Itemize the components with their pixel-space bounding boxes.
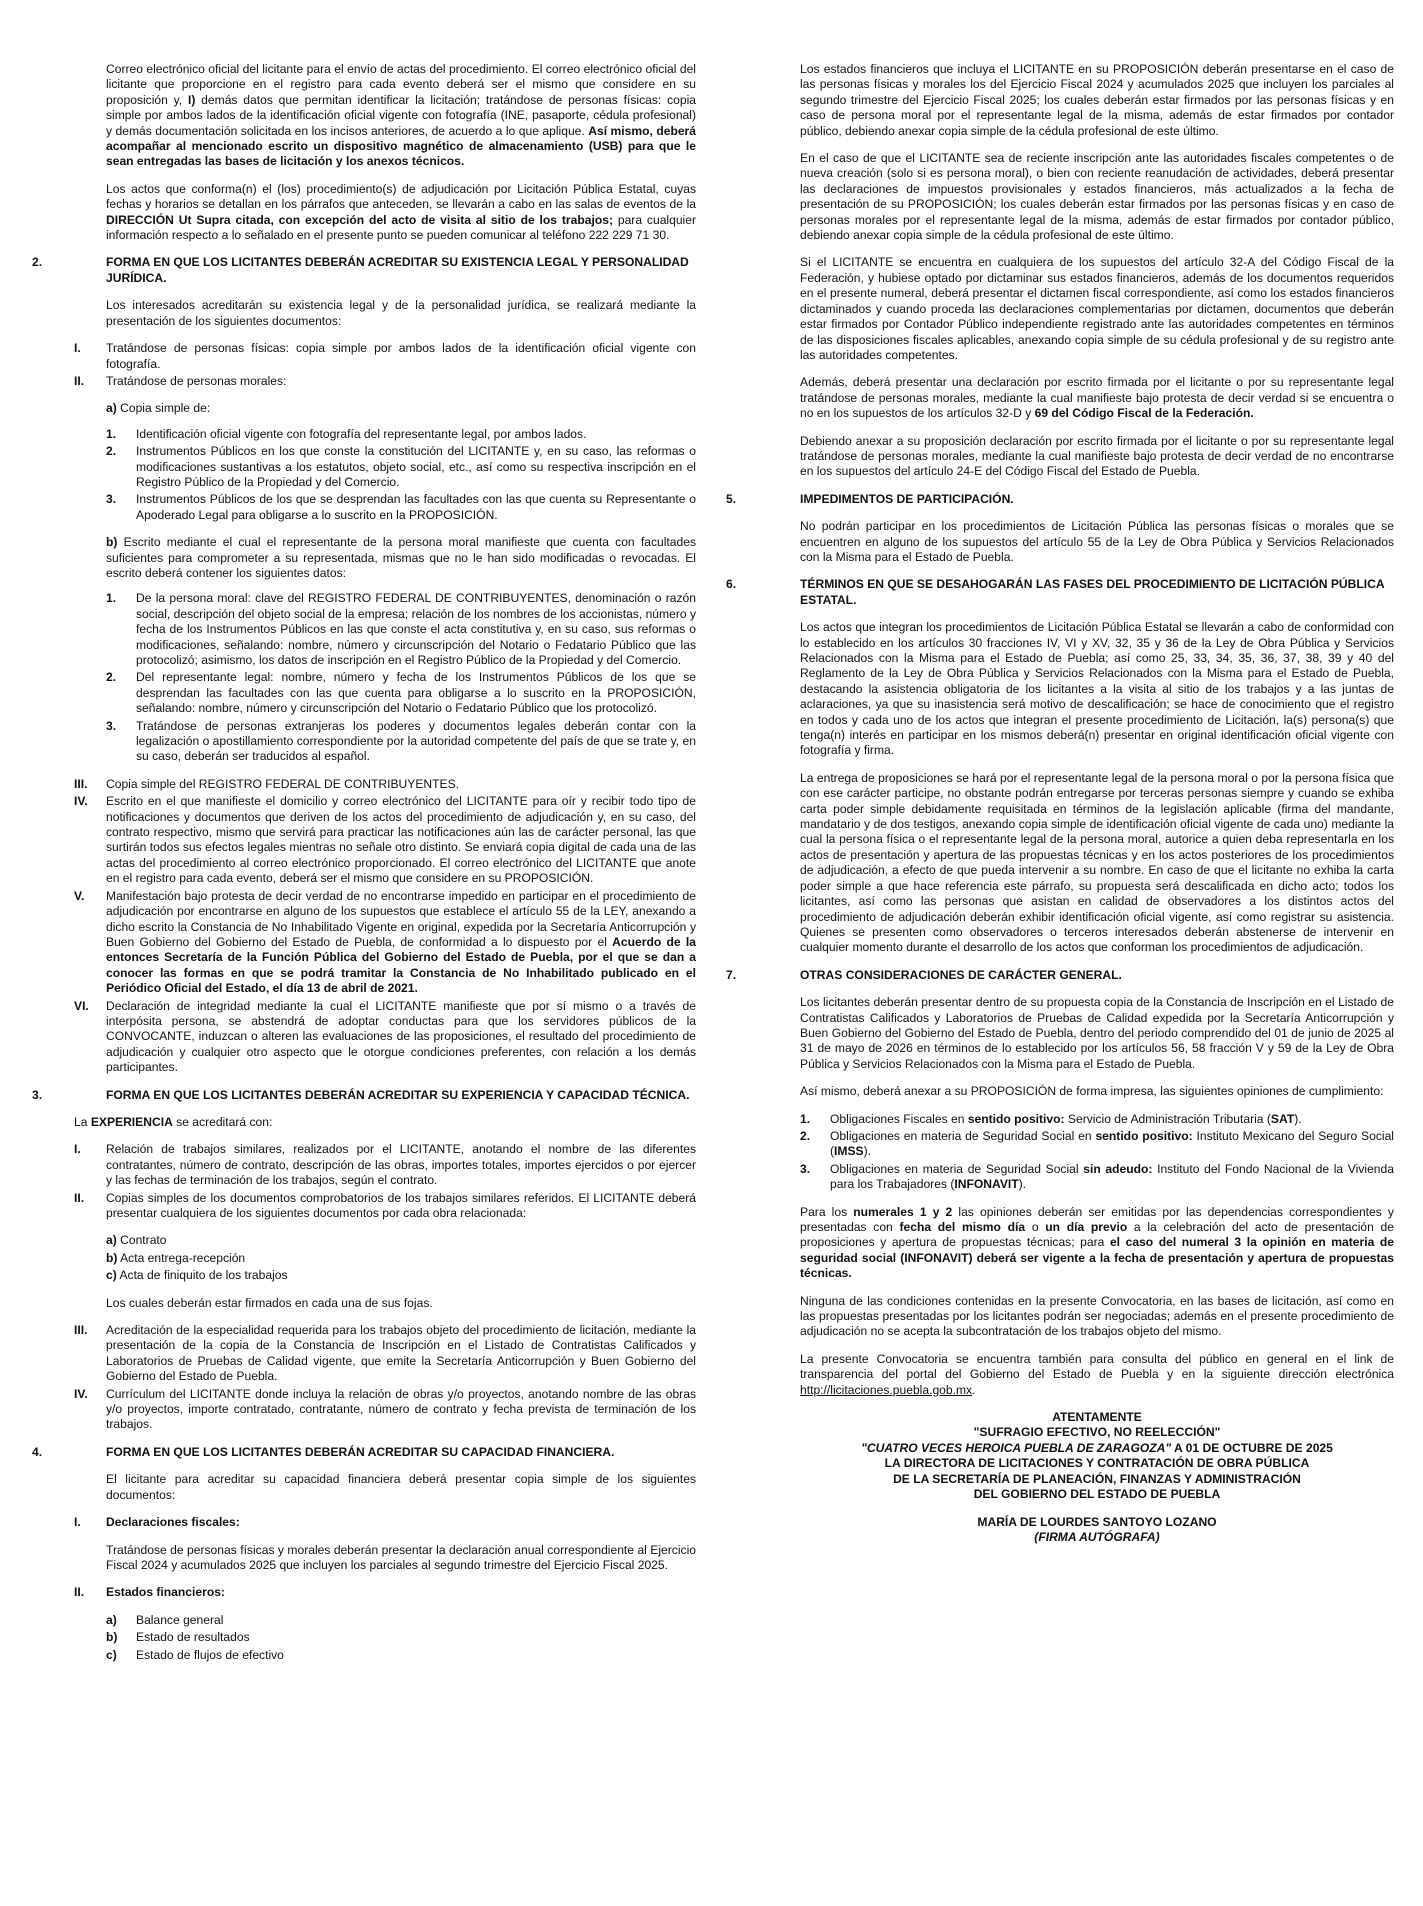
right-column: [726, 62, 1394, 1545]
section-7-paragraph-3: Para los numerales 1 y 2 las opiniones deberán ser emitidas por las dependencias correspondientes y presentadas con fecha del mismo día o un día previo a la celebración del acto de presentación de proposiciones y apertura de propuestas técnicas; para el caso del numeral 3 la opinión en materia de seguridad social (INFONAVIT) deberá ser vigente a la fecha de presentación y apertura de propuestas técnicas.: [800, 1204, 1394, 1281]
section-2-item-i: I. Tratándose de personas físicas: copia simple por ambos lados de la identificación oficial vigente con fotografía.: [74, 341, 696, 371]
section-3-item-iv: IV. Currículum del LICITANTE donde incluya la relación de obras y/o proyectos, anotando nombre de las obras y/o proyectos, importe contratado, contratante, número de contrato y fecha prevista de terminación de los trabajos.: [74, 1386, 696, 1432]
signatory-name: MARÍA DE LOURDES SANTOYO LOZANO: [977, 1514, 1217, 1529]
financial-statements-paragraph: Los estados financieros que incluya el LICITANTE en su PROPOSICIÓN deberán presentarse en el caso de las personas físicas y morales los del Ejercicio Fiscal 2024 y acumulados 2025 que incluyen los parciales al segundo trimestre del Ejercicio Fiscal 2025; los cuales deberán estar firmados por las personas físicas y en caso de persona moral por el representante legal de la misma, además de estar firmados por contador público, debiendo anexar copia simple de la cédula profesional de este último.: [800, 62, 1394, 138]
section-7-paragraph-1: Los licitantes deberán presentar dentro de su propuesta copia de la Constancia de Inscripción en el Listado de Contratistas Calificados y Laboratorios de Pruebas de Calidad expedida por la Secretaría Anticorrupción y Buen Gobierno del Gobierno del Estado de Puebla, dentro del periodo comprendido del 01 de junio de 2025 al 31 de mayo de 2026 en términos de lo establecido por los artículos 56, 58 fracción V y 59 de la Ley de Obra Pública y Servicios Relacionados con la Misma para el Estado de Puebla.: [800, 995, 1394, 1071]
opinion-item-1: 1. Obligaciones Fiscales en sentido positivo: Servicio de Administración Tributaria (SAT).: [800, 1111, 1302, 1126]
section-3-item-iii: III. Acreditación de la especialidad requerida para los trabajos objeto del procedimiento de licitación, mediante la presentación de la copia de la Constancia de Inscripción en el Listado de Contratistas Calificados y Laboratorios de Pruebas de Calidad vigente, que emite la Secretaría Anticorrupción y Buen Gobierno del Gobierno del Estado de Puebla.: [74, 1323, 696, 1384]
section-2-a-item-2: 2. Instrumentos Públicos en los que conste la constitución del LICITANTE y, en su caso, las reformas o modificaciones sustantivas a los estatutos, objeto social, etc., así como su respectiva inscripción en el Registro Público de la Propiedad y del Comercio.: [106, 444, 696, 489]
section-2-item-iv: IV. Escrito en el que manifieste el domicilio y correo electrónico del LICITANTE para oír y recibir todo tipo de notificaciones y documentos que deriven de los actos del procedimiento de adjudicación y, en su caso, del contrato respectivo, mismo que servirá para practicar las notificaciones aún las de carácter personal, las que surtirán todos sus efectos legales mientras no señale otro distinto. Se enviará copia digital de cada una de las actas del procedimiento al correo electrónico proporcionado. El correo electrónico del LICITANTE que anote en el registro para cada evento, deberá ser el mismo que considere en su PROPOSICIÓN.: [74, 794, 696, 886]
section-2-item-vi: VI. Declaración de integridad mediante la cual el LICITANTE manifieste que por sí mismo o a través de interpósita persona, se abstendrá de adoptar conductas para que los servidores públicos de la CONVOCANTE, induzcan o alteren las evaluaciones de las proposiciones, el resultado del procedimiento de adjudicación y cualquier otro aspecto que le otorgue condiciones preferentes, con relación a los demás participantes.: [74, 998, 696, 1075]
section-6-heading: 6. TÉRMINOS EN QUE SE DESAHOGARÁN LAS FASES DEL PROCEDIMIENTO DE LICITACIÓN PÚBLICA ESTATAL.: [726, 577, 1385, 607]
licitaciones-link[interactable]: http://licitaciones.puebla.gob.mx: [800, 1382, 973, 1397]
section-4-heading: 4. FORMA EN QUE LOS LICITANTES DEBERÁN ACREDITAR SU CAPACIDAD FINANCIERA.: [32, 1444, 615, 1459]
section-3-doc-a: a) Contrato: [106, 1233, 167, 1248]
section-4-paragraph: El licitante para acreditar su capacidad financiera deberá presentar copia simple de los siguientes documentos:: [106, 1472, 696, 1502]
section-2-heading: 2. FORMA EN QUE LOS LICITANTES DEBERÁN ACREDITAR SU EXISTENCIA LEGAL Y PERSONALIDAD JURÍDICA.: [32, 255, 689, 285]
section-2-b-item-3: 3. Tratándose de personas extranjeras los poderes y documentos legales deberán contar con la legalización o apostillamiento correspondiente por la autoridad competente del país de que se trate y, en su caso, deberán ser traducidos al español.: [106, 718, 696, 764]
section-2-item-ii: II. Tratándose de personas morales:: [74, 373, 287, 388]
intro-paragraph-2: Los actos que conforma(n) el (los) procedimiento(s) de adjudicación por Licitación Pública Estatal, cuyas fechas y horarios se detallan en los párrafos que anteceden, se llevarán a cabo en las salas de eventos de la DIRECCIÓN Ut Supra citada, con excepción del acto de visita al sitio de los trabajos; para cualquier información respecto a lo señalado en el presente punto se pueden comunicar al teléfono 222 229 71 30.: [106, 181, 696, 243]
section-3-item-i: I. Relación de trabajos similares, realizados por el LICITANTE, anotando el nombre de las diferentes contratantes, número de contrato, descripción de las obras, importes totales, importes ejercidos o por ejercer y las fechas de terminación de los trabajos, según el contrato.: [74, 1142, 696, 1188]
section-6-paragraph-2: La entrega de proposiciones se hará por el representante legal de la persona moral o por la persona física que con ese carácter participe, no obstante podrán entregarse por terceras personas siempre y cuando se exhiba carta poder simple debidamente requisitada en términos de la legislación aplicable (firma del mandante, mandatario y de dos testigos, anexando copia simple de identificación oficial vigente de cada uno) mediante la cual la persona física o el representante legal de la persona moral, autorice a quien deba representarla en los actos de presentación y apertura de las propuestas técnicas y en los actos posteriores de los procedimientos de adjudicación, a efecto de que pueda intervenir a su nombre. En caso de que el licitante no exhiba la carta poder simple a que hace referencia este párrafo, su propuesta será descalificada en dicho acto; todos los licitantes, así como las personas que asistan en calidad de observadores a los distintos actos del procedimiento de adjudicación deberán exhibir identificación oficial vigente, así como registrar su asistencia. Quienes se presenten como observadores o terceros interesados deberán abstenerse de intervenir en cualquier momento durante el desarrollo de los actos que conforman los procedimientos de adjudicación.: [800, 770, 1394, 955]
signature-note: (FIRMA AUTÓGRAFA): [1034, 1529, 1160, 1544]
section-4-paragraph-2: Tratándose de personas físicas y morales deberán presentar la declaración anual correspondiente al Ejercicio Fiscal 2024 y acumulados 2025 que incluyen los parciales al segundo trimestre del Ejercicio Fiscal 2025.: [106, 1542, 696, 1572]
section-3-heading: 3. FORMA EN QUE LOS LICITANTES DEBERÁN ACREDITAR SU EXPERIENCIA Y CAPACIDAD TÉCNICA.: [32, 1087, 690, 1102]
section-7-paragraph-5: La presente Convocatoria se encuentra también para consulta del público en general en el link de transparencia del portal del Gobierno del Estado de Puebla y en la siguiente dirección electrónica http://licitaciones.puebla.gob.mx.: [800, 1351, 1394, 1397]
new-registration-paragraph: En el caso de que el LICITANTE sea de reciente inscripción ante las autoridades fiscales competentes o de nueva creación (solo si es persona moral), o bien con reciente reanudación de actividades, deberá presentar las declaraciones de impuestos provisionales y estados financieros, más actualizados a la fecha de presentación de su PROPOSICIÓN; los cuales deberán estar firmados por las personas físicas y en caso de personas morales por el representante legal de la misma, además de estar firmados por contador público, debiendo anexar copia simple de la cédula profesional de este último.: [800, 151, 1394, 243]
section-2-paragraph: Los interesados acreditarán su existencia legal y de la personalidad jurídica, se realizará mediante la presentación de los siguientes documentos:: [106, 298, 696, 328]
section-2-item-v: V. Manifestación bajo protesta de decir verdad de no encontrarse impedido en participar en el procedimiento de adjudicación por encontrarse en alguno de los supuestos que establece el artículo 55 de la LEY, anexando a dicho escrito la Constancia de No Inhabilitado Vigente en original, expedida por la Secretaría Anticorrupción y Buen Gobierno del Gobierno del Estado de Puebla, de conformidad a lo dispuesto por el Acuerdo de la entonces Secretaría de la Función Pública del Gobierno del Estado de Puebla, por el que se dan a conocer las formas en que se podrá tramitar la Constancia de No Inhabilitado publicado en el Periódico Oficial del Estado, el día 13 de abril de 2021.: [74, 888, 696, 996]
opinion-item-2: 2. Obligaciones en materia de Seguridad Social en sentido positivo: Instituto Mexicano del Seguro Social (IMSS).: [800, 1128, 1394, 1159]
section-5-heading: 5. IMPEDIMENTOS DE PARTICIPACIÓN.: [726, 491, 1014, 506]
section-3-doc-c: c) Acta de finiquito de los trabajos: [106, 1268, 288, 1283]
declaration-32d-paragraph: Además, deberá presentar una declaración por escrito firmada por el licitante o por su representante legal tratándose de personas morales, mediante la cual manifieste bajo protesta de decir verdad si se encuentra o no en los supuestos de los artículos 32-D y 69 del Código Fiscal de la Federación.: [800, 375, 1394, 421]
section-2-a-item-3: 3. Instrumentos Públicos de los que se desprendan las facultades con las que cuenta su Representante o Apoderado Legal para obligarse a lo suscrito en la PROPOSICIÓN.: [106, 492, 696, 522]
section-4-statement-a: a) Balance general: [106, 1612, 224, 1627]
section-2-b-item-1: 1. De la persona moral: clave del REGISTRO FEDERAL DE CONTRIBUYENTES, denominación o razón social, descripción del objeto social de la empresa; relación de los nombres de los accionistas, número y fecha de los Instrumentos Públicos en las que conste el acta constitutiva y, en su caso, sus reformas o modificaciones, señalando: nombre, número y circunscripción del Notario o Fedatario Público que las protocolizó; asimismo, los datos de inscripción en el Registro Público de la Propiedad y del Comercio.: [106, 591, 696, 667]
section-3-paragraph-2: Los cuales deberán estar firmados en cada una de sus fojas.: [106, 1295, 433, 1310]
signature-place-date: "CUATRO VECES HEROICA PUEBLA DE ZARAGOZA" A 01 DE OCTUBRE DE 2025: [861, 1440, 1333, 1455]
signature-block: [726, 1410, 1394, 1545]
section-3-paragraph: La EXPERIENCIA se acreditará con:: [74, 1114, 273, 1129]
section-2-sub-a: a) Copia simple de:: [106, 401, 211, 416]
section-2-b-item-2: 2. Del representante legal: nombre, número y fecha de los Instrumentos Públicos de los que se desprendan las facultades con las que cuenta para obligarse a lo suscrito en la PROPOSICIÓN, señalando: nombre, número y circunscripción del Notario o Fedatario Público que los protocolizó.: [106, 670, 696, 716]
declaration-24e-paragraph: Debiendo anexar a su proposición declaración por escrito firmada por el licitante o por su representante legal tratándose de personas morales, mediante la cual manifieste bajo protesta de decir verdad de no encontrarse en los supuestos del artículo 24-E del Código Fiscal del Estado de Puebla.: [800, 433, 1394, 479]
fiscal-audit-paragraph: Si el LICITANTE se encuentra en cualquiera de los supuestos del artículo 32-A del Código Fiscal de la Federación, y hubiese optado por dictaminar sus estados financieros, además de los documentos requeridos en el presente numeral, deberá presentar el dictamen fiscal correspondiente, así como los estados financieros dictaminados y cuando proceda las declaraciones complementarias por dictamen, documentos que deberán estar firmados por Contador Público independiente registrado ante las autoridades competentes en términos de las disposiciones fiscales aplicables, anexando copia simple de su cédula profesional y de su registro ante las autoridades competentes.: [800, 255, 1394, 362]
opinion-item-3: 3. Obligaciones en materia de Seguridad Social sin adeudo: Instituto del Fondo Nacional de la Vivienda para los Trabajadores (INFONAVIT).: [800, 1161, 1394, 1192]
section-2-a-item-1: 1. Identificación oficial vigente con fotografía del representante legal, por ambos lados.: [106, 426, 587, 441]
section-3-doc-b: b) Acta entrega-recepción: [106, 1250, 246, 1265]
section-4-statement-b: b) Estado de resultados: [106, 1630, 250, 1645]
section-7-paragraph-4: Ninguna de las condiciones contenidas en la presente Convocatoria, en las bases de licitación, así como en las propuestas presentadas por los licitantes podrán ser negociadas; además en el presente procedimiento de adjudicación no se acepta la subcontratación de los trabajos objeto del mismo.: [800, 1293, 1394, 1339]
section-6-paragraph-1: Los actos que integran los procedimientos de Licitación Pública Estatal se llevarán a cabo de conformidad con lo establecido en los artículos 30 fracciones IV, VI y XV, 32, 35 y 36 de la Ley de Obra Pública y Servicios Relacionados con la Misma para el Estado de Puebla; así como 25, 33, 34, 35, 36, 37, 38, 39 y 40 del Reglamento de la Ley de Obra Pública y Servicios Relacionados con la Misma para el Estado de Puebla, destacando la asistencia obligatoria de los licitantes a la visita al sitio de los trabajos y a las juntas de aclaraciones, ya que su inasistencia será motivo de descalificación; se hace de conocimiento que el registro en todos y cada uno de los actos que integran el presente procedimiento de Licitación, la(s) persona(s) que tenga(n) interés en participar en los mismos deberá(n) presentar en original identificación oficial vigente con fotografía y firma.: [800, 620, 1394, 758]
signature-position-1: LA DIRECTORA DE LICITACIONES Y CONTRATACIÓN DE OBRA PÚBLICA: [884, 1456, 1310, 1471]
section-5-paragraph: No podrán participar en los procedimientos de Licitación Pública las personas físicas o morales que se encuentren en alguno de los supuestos del artículo 55 de la Ley de Obra Pública y Servicios Relacionados con la Misma para el Estado de Puebla.: [800, 519, 1394, 564]
section-4-item-ii: II. Estados financieros:: [74, 1585, 225, 1600]
section-2-item-iii: III. Copia simple del REGISTRO FEDERAL DE CONTRIBUYENTES.: [74, 776, 460, 791]
section-4-item-i: I. Declaraciones fiscales:: [74, 1515, 240, 1530]
signature-motto: "SUFRAGIO EFECTIVO, NO REELECCIÓN": [973, 1425, 1221, 1440]
section-7-paragraph-2: Así mismo, deberá anexar a su PROPOSICIÓN de forma impresa, las siguientes opiniones de cumplimiento:: [800, 1084, 1384, 1099]
section-3-item-ii: II. Copias simples de los documentos comprobatorios de los trabajos similares referidos. El LICITANTE deberá presentar cualquiera de los siguientes documentos por cada obra relacionada:: [74, 1190, 696, 1220]
signature-closing: ATENTAMENTE: [1052, 1410, 1142, 1425]
section-7-heading: 7. OTRAS CONSIDERACIONES DE CARÁCTER GENERAL.: [726, 967, 1122, 982]
left-column: [32, 62, 696, 1665]
signature-position-3: DEL GOBIERNO DEL ESTADO DE PUEBLA: [973, 1487, 1221, 1502]
section-4-statement-c: c) Estado de flujos de efectivo: [106, 1647, 284, 1662]
section-2-sub-b: b) Escrito mediante el cual el representante de la persona moral manifieste que cuenta con facultades suficientes para comprometer a su representada, mismas que no le han sido modificadas o revocadas. El escrito deberá contener los siguientes datos:: [106, 535, 696, 580]
intro-paragraph-1: Correo electrónico oficial del licitante para el envío de actas del procedimiento. El correo electrónico oficial del licitante que proporcione en el registro para cada evento deberá ser el mismo que considere en su proposición y, I) demás datos que permitan identificar la licitación; tratándose de personas físicas: copia simple por ambos lados de la identificación oficial vigente con fotografía (INE, pasaporte, cédula profesional) y demás documentación solicitada en los incisos anteriores, de acuerdo a lo que aplique. Así mismo, deberá acompañar al mencionado escrito un dispositivo magnético de almacenamiento (USB) para que le sean entregadas las bases de licitación y los anexos técnicos.: [106, 62, 696, 169]
signature-position-2: DE LA SECRETARÍA DE PLANEACIÓN, FINANZAS Y ADMINISTRACIÓN: [893, 1471, 1301, 1486]
